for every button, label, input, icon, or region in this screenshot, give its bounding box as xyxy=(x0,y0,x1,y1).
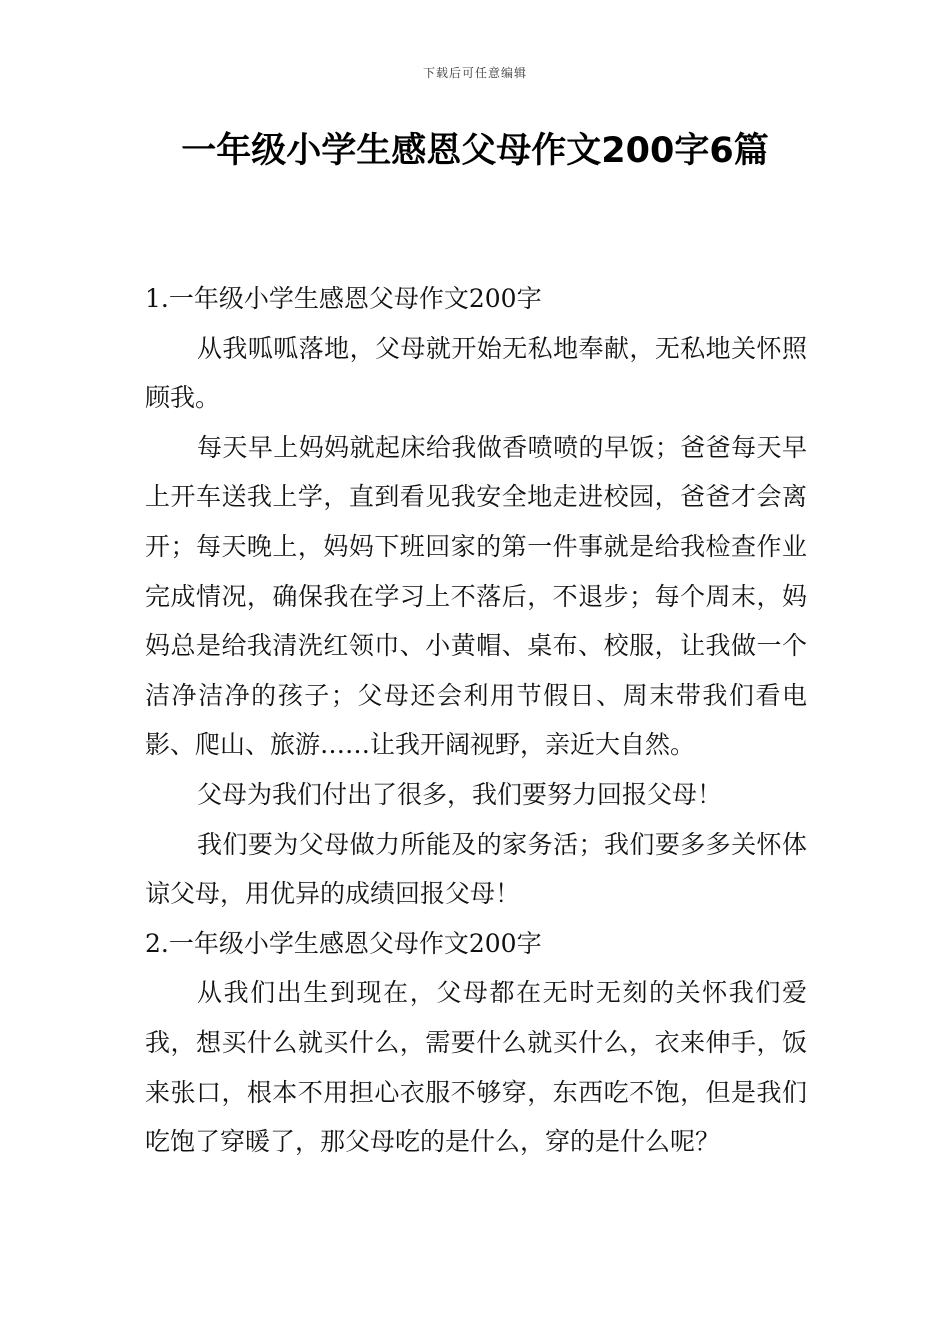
paragraph: 我们要为父母做力所能及的家务活；我们要多多关怀体谅父母，用优异的成绩回报父母！ xyxy=(145,829,807,909)
header-note: 下载后可任意编辑 xyxy=(422,66,527,80)
paragraph: 父母为我们付出了很多，我们要努力回报父母！ xyxy=(197,779,723,809)
document-body xyxy=(145,274,807,1167)
paragraph: 从我们出生到现在，父母都在无时无刻的关怀我们爱我，想买什么就买什么，需要什么就买什么，衣来伸手，饭来张口，根本不用担心衣服不够穿，东西吃不饱，但是我们吃饱了穿暖了，那父母吃的是什么，穿的是什么呢？ xyxy=(145,978,807,1157)
paragraph: 每天早上妈妈就起床给我做香喷喷的早饭；爸爸每天早上开车送我上学，直到看见我安全地走进校园，爸爸才会离开；每天晚上，妈妈下班回家的第一件事就是给我检查作业完成情况，确保我在学习上不落后，不退步；每个周末，妈妈总是给我清洗红领巾、小黄帽、桌布、校服，让我做一个洁净洁净的孩子；父母还会利用节假日、周末带我们看电影、爬山、旅游……让我开阔视野，亲近大自然。 xyxy=(145,432,807,760)
paragraph: 从我呱呱落地，父母就开始无私地奉献，无私地关怀照顾我。 xyxy=(145,333,807,413)
section-heading-2: 2.一年级小学生感恩父母作文200字 xyxy=(145,928,542,958)
section-heading-1: 1.一年级小学生感恩父母作文200字 xyxy=(145,284,542,313)
document-title: 一年级小学生感恩父母作文200字6篇 xyxy=(181,131,769,171)
